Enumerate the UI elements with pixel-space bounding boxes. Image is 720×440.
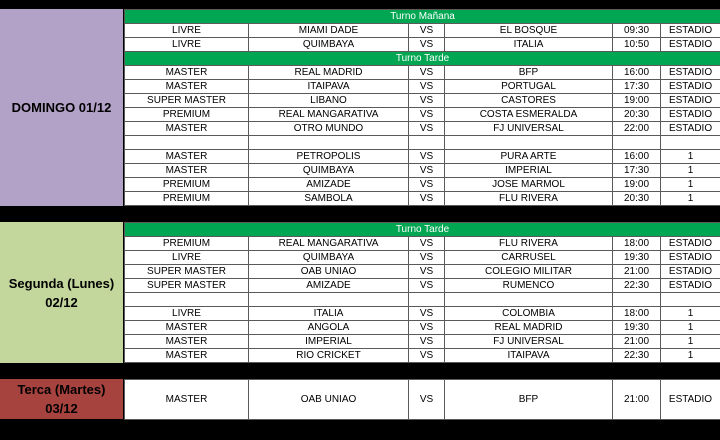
vs-cell: VS bbox=[409, 108, 445, 122]
vs-cell: VS bbox=[409, 321, 445, 335]
category-cell: PREMIUM bbox=[125, 178, 249, 192]
away-team-cell: CASTORES bbox=[445, 94, 613, 108]
shift-header: Turno Tarde bbox=[125, 52, 720, 66]
match-row bbox=[125, 251, 720, 265]
away-team-cell: ITAIPAVA bbox=[445, 349, 613, 363]
venue-cell: ESTADIO bbox=[661, 237, 720, 251]
category-cell: MASTER bbox=[125, 164, 249, 178]
home-team-cell: QUIMBAYA bbox=[249, 164, 409, 178]
match-row bbox=[125, 380, 720, 420]
home-team-cell: AMIZADE bbox=[249, 178, 409, 192]
tuesday-schedule-table bbox=[124, 379, 720, 420]
venue-cell: ESTADIO bbox=[661, 380, 720, 420]
time-cell: 18:00 bbox=[613, 307, 661, 321]
away-team-cell: PURA ARTE bbox=[445, 150, 613, 164]
category-cell: SUPER MASTER bbox=[125, 94, 249, 108]
away-team-cell: JOSE MARMOL bbox=[445, 178, 613, 192]
home-team-cell: OAB UNIAO bbox=[249, 265, 409, 279]
category-cell: SUPER MASTER bbox=[125, 279, 249, 293]
venue-cell: 1 bbox=[661, 192, 720, 206]
away-team-cell: COLOMBIA bbox=[445, 307, 613, 321]
home-team-cell: RIO CRICKET bbox=[249, 349, 409, 363]
venue-cell: ESTADIO bbox=[661, 38, 720, 52]
empty-cell bbox=[125, 136, 249, 150]
venue-cell: ESTADIO bbox=[661, 80, 720, 94]
time-cell: 22:30 bbox=[613, 349, 661, 363]
category-cell: MASTER bbox=[125, 80, 249, 94]
match-row bbox=[125, 150, 720, 164]
match-row bbox=[125, 164, 720, 178]
vs-cell: VS bbox=[409, 122, 445, 136]
match-row bbox=[125, 237, 720, 251]
match-row bbox=[125, 108, 720, 122]
time-cell: 20:30 bbox=[613, 192, 661, 206]
home-team-cell: AMIZADE bbox=[249, 279, 409, 293]
match-row bbox=[125, 307, 720, 321]
category-cell: PREMIUM bbox=[125, 237, 249, 251]
time-cell: 10:50 bbox=[613, 38, 661, 52]
empty-cell bbox=[249, 293, 409, 307]
venue-cell: 1 bbox=[661, 150, 720, 164]
vs-cell: VS bbox=[409, 335, 445, 349]
vs-cell: VS bbox=[409, 24, 445, 38]
spacer-row bbox=[125, 293, 720, 307]
venue-cell: ESTADIO bbox=[661, 251, 720, 265]
spacer-row bbox=[125, 136, 720, 150]
vs-cell: VS bbox=[409, 192, 445, 206]
time-cell: 17:30 bbox=[613, 164, 661, 178]
home-team-cell: ANGOLA bbox=[249, 321, 409, 335]
time-cell: 21:00 bbox=[613, 265, 661, 279]
match-row bbox=[125, 279, 720, 293]
time-cell: 16:00 bbox=[613, 66, 661, 80]
away-team-cell: CARRUSEL bbox=[445, 251, 613, 265]
home-team-cell: OTRO MUNDO bbox=[249, 122, 409, 136]
home-team-cell: REAL MANGARATIVA bbox=[249, 237, 409, 251]
empty-cell bbox=[661, 293, 720, 307]
empty-cell bbox=[445, 136, 613, 150]
vs-cell: VS bbox=[409, 94, 445, 108]
time-cell: 19:00 bbox=[613, 178, 661, 192]
time-cell: 17:30 bbox=[613, 80, 661, 94]
empty-cell bbox=[125, 293, 249, 307]
sunday-schedule-table bbox=[124, 9, 720, 206]
away-team-cell: COSTA ESMERALDA bbox=[445, 108, 613, 122]
venue-cell: 1 bbox=[661, 321, 720, 335]
home-team-cell: LIBANO bbox=[249, 94, 409, 108]
shift-header-row bbox=[125, 223, 720, 237]
category-cell: PREMIUM bbox=[125, 108, 249, 122]
away-team-cell: FJ UNIVERSAL bbox=[445, 122, 613, 136]
away-team-cell: BFP bbox=[445, 380, 613, 420]
category-cell: LIVRE bbox=[125, 24, 249, 38]
match-row bbox=[125, 178, 720, 192]
category-cell: MASTER bbox=[125, 380, 249, 420]
time-cell: 19:30 bbox=[613, 251, 661, 265]
match-row bbox=[125, 192, 720, 206]
vs-cell: VS bbox=[409, 164, 445, 178]
venue-cell: ESTADIO bbox=[661, 94, 720, 108]
category-cell: SUPER MASTER bbox=[125, 265, 249, 279]
away-team-cell: FJ UNIVERSAL bbox=[445, 335, 613, 349]
venue-cell: ESTADIO bbox=[661, 265, 720, 279]
vs-cell: VS bbox=[409, 265, 445, 279]
away-team-cell: BFP bbox=[445, 66, 613, 80]
match-row bbox=[125, 66, 720, 80]
venue-cell: ESTADIO bbox=[661, 108, 720, 122]
vs-cell: VS bbox=[409, 150, 445, 164]
empty-cell bbox=[613, 293, 661, 307]
vs-cell: VS bbox=[409, 251, 445, 265]
away-team-cell: EL BOSQUE bbox=[445, 24, 613, 38]
shift-header-row bbox=[125, 52, 720, 66]
day-label-tuesday: Terca (Martes) 03/12 bbox=[0, 379, 123, 419]
category-cell: MASTER bbox=[125, 150, 249, 164]
vs-cell: VS bbox=[409, 38, 445, 52]
match-row bbox=[125, 24, 720, 38]
category-cell: MASTER bbox=[125, 122, 249, 136]
time-cell: 18:00 bbox=[613, 237, 661, 251]
home-team-cell: REAL MANGARATIVA bbox=[249, 108, 409, 122]
time-cell: 22:30 bbox=[613, 279, 661, 293]
home-team-cell: ITALIA bbox=[249, 307, 409, 321]
monday-schedule-table bbox=[124, 222, 720, 363]
vs-cell: VS bbox=[409, 178, 445, 192]
home-team-cell: QUIMBAYA bbox=[249, 38, 409, 52]
match-row bbox=[125, 349, 720, 363]
match-row bbox=[125, 122, 720, 136]
venue-cell: ESTADIO bbox=[661, 122, 720, 136]
category-cell: MASTER bbox=[125, 66, 249, 80]
match-row bbox=[125, 321, 720, 335]
away-team-cell: RUMENCO bbox=[445, 279, 613, 293]
category-cell: MASTER bbox=[125, 335, 249, 349]
away-team-cell: FLU RIVERA bbox=[445, 192, 613, 206]
category-cell: MASTER bbox=[125, 349, 249, 363]
time-cell: 21:00 bbox=[613, 335, 661, 349]
empty-cell bbox=[409, 293, 445, 307]
shift-header-row bbox=[125, 10, 720, 24]
shift-header: Turno Mañana bbox=[125, 10, 720, 24]
day-label-monday: Segunda (Lunes) 02/12 bbox=[0, 222, 123, 363]
home-team-cell: OAB UNIAO bbox=[249, 380, 409, 420]
home-team-cell: IMPERIAL bbox=[249, 335, 409, 349]
day-label-sunday: DOMINGO 01/12 bbox=[0, 9, 123, 206]
empty-cell bbox=[661, 136, 720, 150]
category-cell: PREMIUM bbox=[125, 192, 249, 206]
category-cell: LIVRE bbox=[125, 251, 249, 265]
match-row bbox=[125, 38, 720, 52]
away-team-cell: REAL MADRID bbox=[445, 321, 613, 335]
away-team-cell: COLEGIO MILITAR bbox=[445, 265, 613, 279]
venue-cell: 1 bbox=[661, 349, 720, 363]
vs-cell: VS bbox=[409, 349, 445, 363]
match-row bbox=[125, 94, 720, 108]
match-row bbox=[125, 335, 720, 349]
venue-cell: ESTADIO bbox=[661, 66, 720, 80]
time-cell: 19:00 bbox=[613, 94, 661, 108]
category-cell: LIVRE bbox=[125, 307, 249, 321]
home-team-cell: ITAIPAVA bbox=[249, 80, 409, 94]
vs-cell: VS bbox=[409, 279, 445, 293]
away-team-cell: PORTUGAL bbox=[445, 80, 613, 94]
vs-cell: VS bbox=[409, 237, 445, 251]
empty-cell bbox=[445, 293, 613, 307]
venue-cell: 1 bbox=[661, 335, 720, 349]
time-cell: 09:30 bbox=[613, 24, 661, 38]
time-cell: 20:30 bbox=[613, 108, 661, 122]
away-team-cell: FLU RIVERA bbox=[445, 237, 613, 251]
empty-cell bbox=[613, 136, 661, 150]
vs-cell: VS bbox=[409, 380, 445, 420]
time-cell: 21:00 bbox=[613, 380, 661, 420]
match-row bbox=[125, 265, 720, 279]
venue-cell: 1 bbox=[661, 178, 720, 192]
venue-cell: 1 bbox=[661, 307, 720, 321]
home-team-cell: MIAMI DADE bbox=[249, 24, 409, 38]
time-cell: 22:00 bbox=[613, 122, 661, 136]
empty-cell bbox=[409, 136, 445, 150]
category-cell: MASTER bbox=[125, 321, 249, 335]
venue-cell: ESTADIO bbox=[661, 279, 720, 293]
home-team-cell: QUIMBAYA bbox=[249, 251, 409, 265]
category-cell: LIVRE bbox=[125, 38, 249, 52]
time-cell: 16:00 bbox=[613, 150, 661, 164]
match-row bbox=[125, 80, 720, 94]
shift-header: Turno Tarde bbox=[125, 223, 720, 237]
empty-cell bbox=[249, 136, 409, 150]
away-team-cell: ITALIA bbox=[445, 38, 613, 52]
time-cell: 19:30 bbox=[613, 321, 661, 335]
venue-cell: ESTADIO bbox=[661, 24, 720, 38]
vs-cell: VS bbox=[409, 307, 445, 321]
home-team-cell: SAMBOLA bbox=[249, 192, 409, 206]
vs-cell: VS bbox=[409, 66, 445, 80]
vs-cell: VS bbox=[409, 80, 445, 94]
venue-cell: 1 bbox=[661, 164, 720, 178]
home-team-cell: PETROPOLIS bbox=[249, 150, 409, 164]
away-team-cell: IMPERIAL bbox=[445, 164, 613, 178]
home-team-cell: REAL MADRID bbox=[249, 66, 409, 80]
